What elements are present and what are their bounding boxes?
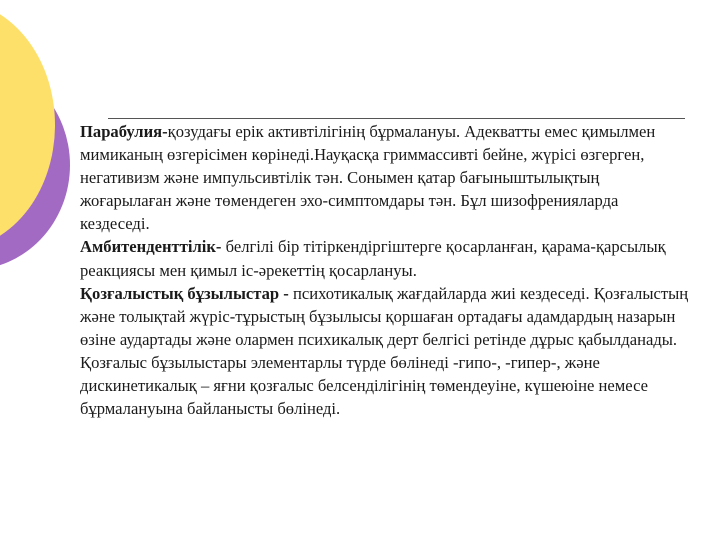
definition-motor-disorders: психотикалық жағдайларда жиі кездеседі. Қозғалыстың және толықтай жүріс-тұрыстың бұзылысы қоршаған ортадағы адамдардың назарын өзіне аудартады және олармен психикалық дерт белгісі ретінде дұрыс қабылданады. [80, 283, 689, 349]
term-parabulia: Парабулия- [80, 122, 168, 141]
term-motor-disorders: Қозғалыстық бұзылыстар - [80, 283, 293, 303]
paragraph-classification [80, 351, 690, 420]
definition-ambitendency: белгілі бір тітіркендіргіштерге қосарланған, қарама-қарсылық реакциясы мен қимыл іс-әрекеттің қосарлануы. [80, 237, 666, 280]
body-text [80, 120, 690, 420]
title-divider-line [108, 118, 685, 119]
definition-parabulia: қозудағы ерік активтілігінің бұрмалануы. Адекватты емес қимылмен мимиканың өзгерісімен көрінеді.Науқасқа гриммассивті бейне, жүрісі өзгерген, негативизм және импульсивтілік тән. Сонымен қатар бағыныштылықтың жоғарылаған және төмендеген эхо-симптомдары тән. Бұл шизофренияларда кездеседі. [80, 122, 656, 234]
paragraph-ambitendency [80, 235, 690, 281]
term-ambitendency: Амбитенденттілік- [80, 237, 222, 257]
paragraph-motor-disorders [80, 282, 690, 351]
paragraph-parabulia [80, 120, 690, 235]
definition-classification: Қозғалыс бұзылыстары элементарлы түрде бөлінеді -гипо-, -гипер-, және дискинетикалық – яғни қозғалыс белсенділігінің төмендеуіне, күшеюіне немесе бұрмалануына байланысты бөлінеді. [80, 352, 648, 419]
